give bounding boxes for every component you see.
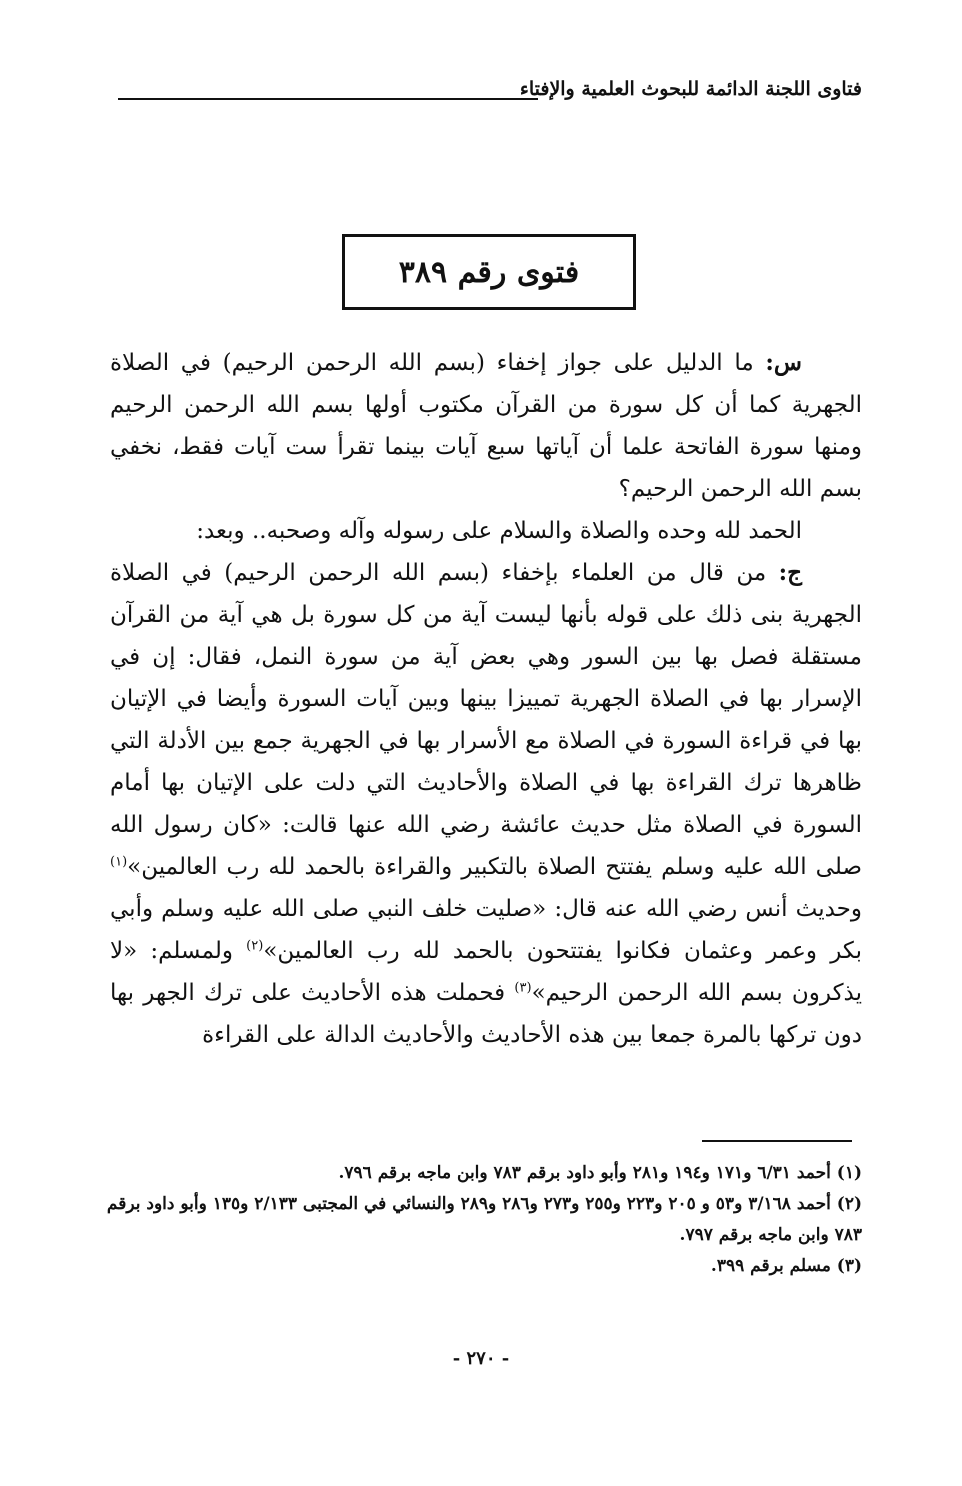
question-label: س:	[765, 349, 802, 376]
answer-text-1: من قال من العلماء بإخفاء (بسم الله الرحمن الرحيم) في الصلاة الجهرية بنى ذلك على قوله بأنها ليست آية من كل سورة بل هي آية من القرآن مستقلة فصل بها بين السور وهي بعض آية من سورة النمل، فقال: إن في الإسرار بها في الصلاة الجهرية تمييزا بينها وبين آيات السورة وأيضا في الإتيان بها في قراءة السورة في الصلاة مع الأسرار بها في الجهرية جمع بين الأدلة التي ظاهرها ترك القراءة بها في الصلاة والأحاديث التي دلت على الإتيان بها أمام السورة في الصلاة مثل حديث عائشة رضي الله عنها قالت: «كان رسول الله صلى الله عليه وسلم يفتتح الصلاة بالتكبير والقراءة بالحمد لله رب العالمين»	[110, 560, 862, 880]
footnote-ref-1: (١)	[110, 854, 128, 870]
answer-text-2: وحديث أنس رضي الله عنه قال: «صليت خلف النبي صلى الله عليه وسلم وأبي بكر وعمر وعثمان فكانوا يفتتحون بالحمد لله رب العالمين»	[110, 896, 862, 964]
praise-paragraph: الحمد لله وحده والصلاة والسلام على رسوله وآله وصحبه.. وبعد:	[196, 518, 802, 544]
footnote-ref-3: (٣)	[514, 980, 532, 996]
running-header-title: فتاوى اللجنة الدائمة للبحوث العلمية والإفتاء	[519, 78, 862, 100]
answer-label: ج:	[778, 559, 802, 586]
page-number: - ٢٧٠ -	[452, 1348, 510, 1369]
footnote-rule	[702, 1140, 852, 1142]
header-rule	[118, 98, 538, 100]
question-paragraph	[110, 342, 862, 510]
answer-text-3: ولمسلم: «لا يذكرون بسم الله الرحمن الرحيم»	[110, 938, 862, 1006]
answer-text-4: فحملت هذه الأحاديث على ترك الجهر بها دون تركها بالمرة جمعا بين هذه الأحاديث والأحاديث الدالة على القراءة	[110, 980, 862, 1048]
footnote-ref-2: (٢)	[246, 938, 264, 954]
fatwa-body	[110, 342, 862, 1056]
fatwa-title: فتوى رقم ٣٨٩	[398, 254, 580, 290]
footnotes	[100, 1158, 862, 1282]
question-text: ما الدليل على جواز إخفاء (بسم الله الرحمن الرحيم) في الصلاة الجهرية كما أن كل سورة من القرآن مكتوب أولها بسم الله الرحمن الرحيم ومنها سورة الفاتحة علما أن آياتها سبع آيات بينما تقرأ ست آيات فقط، نخفي بسم الله الرحمن الرحيم؟	[110, 350, 862, 502]
footnote-2: (٢) أحمد ٣/١٦٨ و٥٣ و ٢٠٥ و٢٢٣ و٢٥٥ و٢٧٣ و٢٨٦ و٢٨٩ والنسائي في المجتبى ٢/١٣٣ و١٣٥ وأبو داود برقم ٧٨٣ وابن ماجه برقم ٧٩٧.	[106, 1194, 862, 1245]
footnote-3: (٣) مسلم برقم ٣٩٩.	[710, 1256, 862, 1276]
answer-paragraph	[110, 552, 862, 1056]
fatwa-title-box	[342, 234, 636, 310]
footnote-1: (١) أحمد ٦/٣١ و١٧١ و١٩٤ و٢٨١ وأبو داود برقم ٧٨٣ وابن ماجه برقم ٧٩٦.	[338, 1163, 862, 1183]
